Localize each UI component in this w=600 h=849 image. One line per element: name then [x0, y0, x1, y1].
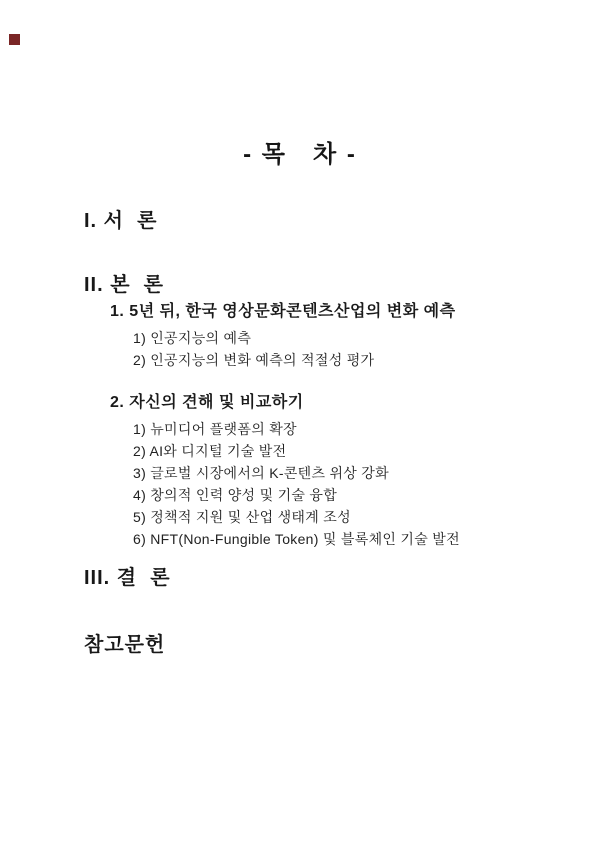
toc-item-1-1: 1) 인공지능의 예측 [133, 330, 252, 346]
toc-chapter-references: 참고문헌 [84, 634, 166, 656]
toc-title: - 목 차 - [243, 141, 357, 168]
site-watermark-icon [9, 34, 20, 45]
toc-section-2: 2. 자신의 견해 및 비교하기 [110, 394, 304, 411]
toc-section-1: 1. 5년 뒤, 한국 영상문화콘텐츠산업의 변화 예측 [110, 303, 456, 320]
toc-item-2-5: 5) 정책적 지원 및 산업 생태계 조성 [133, 509, 351, 525]
toc-item-2-3: 3) 글로벌 시장에서의 K-콘텐츠 위상 강화 [133, 465, 389, 481]
toc-item-2-4: 4) 창의적 인력 양성 및 기술 융합 [133, 487, 338, 503]
toc-item-2-6: 6) NFT(Non-Fungible Token) 및 블록체인 기술 발전 [133, 531, 460, 547]
toc-item-2-2: 2) AI와 디지털 기술 발전 [133, 443, 287, 459]
toc-item-1-2: 2) 인공지능의 변화 예측의 적절성 평가 [133, 352, 375, 368]
toc-item-2-1: 1) 뉴미디어 플랫폼의 확장 [133, 421, 297, 437]
toc-chapter-intro: I. 서 론 [84, 210, 158, 232]
toc-chapter-body: II. 본 론 [84, 274, 164, 296]
toc-chapter-conclusion: III. 결 론 [84, 567, 171, 589]
